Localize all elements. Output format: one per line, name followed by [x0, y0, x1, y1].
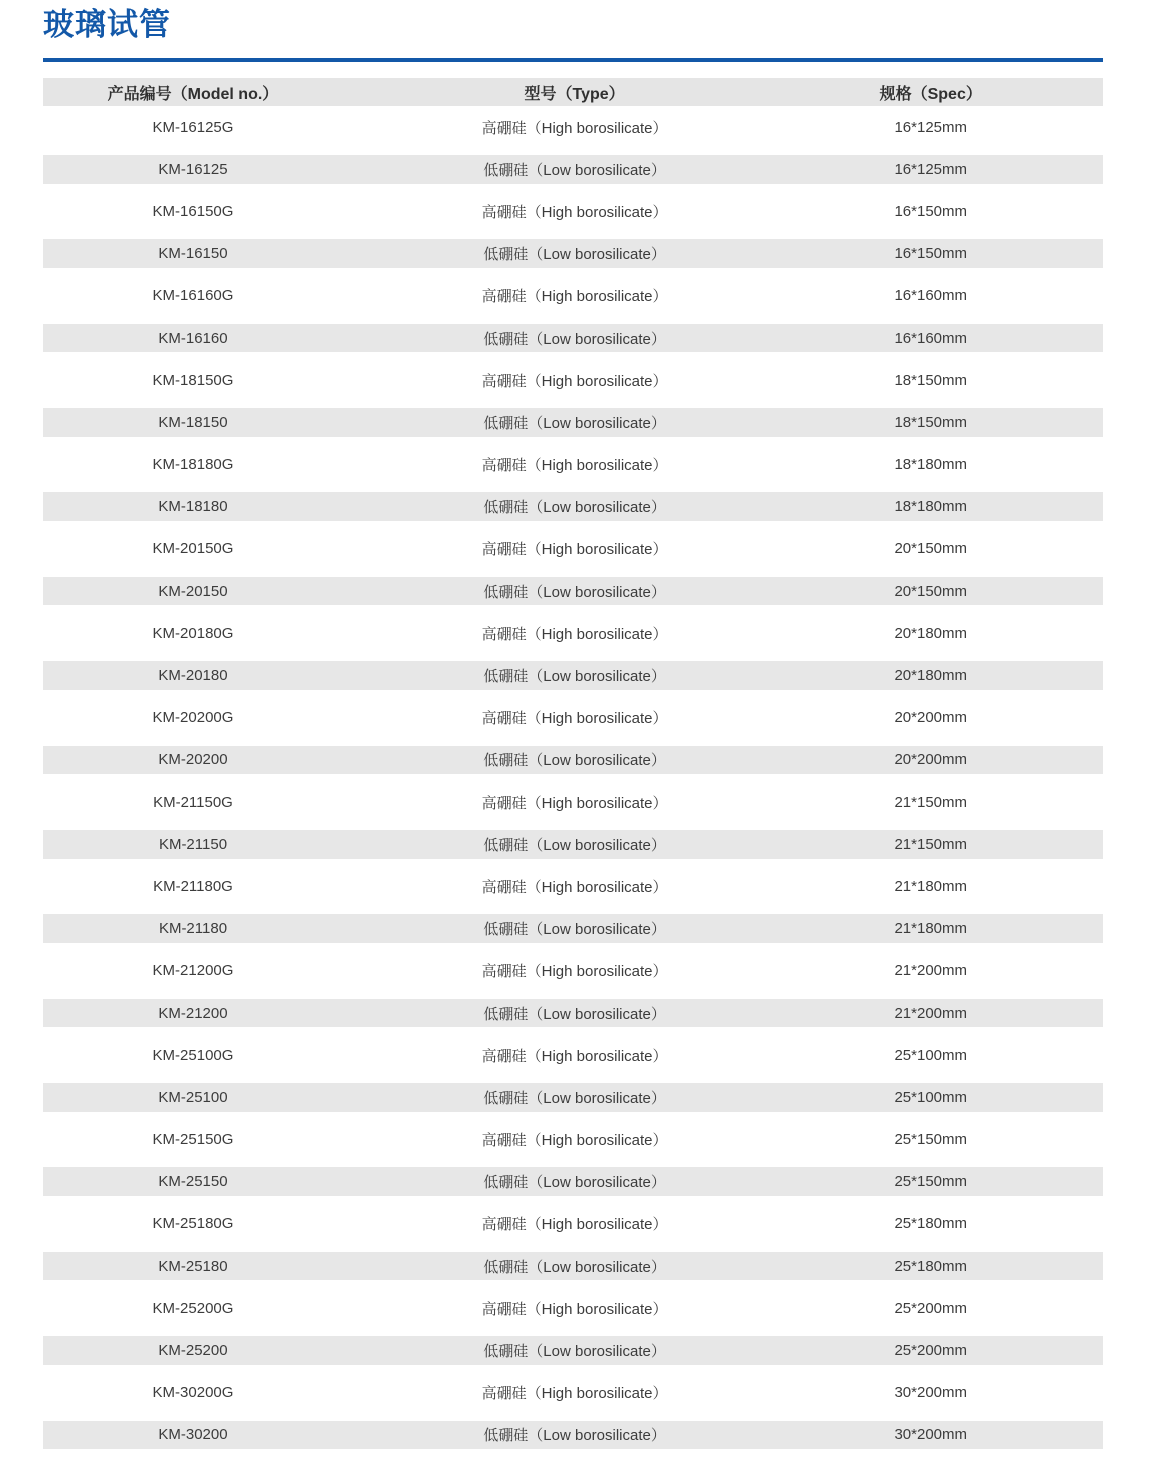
- cell-type: 高硼硅（High borosilicate）: [481, 710, 668, 728]
- cell-spec: 18*150mm: [894, 371, 967, 389]
- cell-spec: 21*150mm: [894, 835, 967, 853]
- table-row: [43, 1414, 1103, 1456]
- table-row: [43, 486, 1103, 528]
- cell-spec: 25*200mm: [894, 1299, 967, 1317]
- cell-model-no: KM-20180: [158, 667, 228, 685]
- cell-spec: 16*125mm: [894, 160, 967, 178]
- cell-spec: 20*150mm: [894, 540, 967, 558]
- cell-spec: 30*200mm: [894, 1426, 967, 1444]
- table-row: [43, 1203, 1103, 1245]
- cell-spec: 21*200mm: [894, 962, 967, 980]
- table-row: [43, 401, 1103, 443]
- cell-type: 低硼硅（Low borosilicate）: [483, 836, 666, 854]
- cell-type: 高硼硅（High borosilicate）: [481, 1132, 668, 1150]
- table-row: [43, 1161, 1103, 1203]
- column-header-spec: 规格（Spec）: [879, 85, 982, 103]
- cell-spec: 20*200mm: [894, 751, 967, 769]
- cell-type: 低硼硅（Low borosilicate）: [483, 668, 666, 686]
- cell-spec: 25*200mm: [894, 1342, 967, 1360]
- table-row: [43, 1329, 1103, 1371]
- cell-type: 低硼硅（Low borosilicate）: [483, 752, 666, 770]
- cell-model-no: KM-20150G: [152, 540, 234, 558]
- table-row: [43, 950, 1103, 992]
- cell-type: 低硼硅（Low borosilicate）: [483, 161, 666, 179]
- cell-type: 高硼硅（High borosilicate）: [481, 1300, 668, 1318]
- cell-type: 低硼硅（Low borosilicate）: [483, 1174, 666, 1192]
- cell-model-no: KM-25150: [158, 1173, 228, 1191]
- cell-type: 低硼硅（Low borosilicate）: [483, 921, 666, 939]
- table-row: [43, 359, 1103, 401]
- table-row: [43, 233, 1103, 275]
- cell-model-no: KM-18150G: [152, 371, 234, 389]
- table-row: [43, 908, 1103, 950]
- cell-type: 低硼硅（Low borosilicate）: [483, 330, 666, 348]
- cell-spec: 25*180mm: [894, 1215, 967, 1233]
- cell-spec: 21*150mm: [894, 793, 967, 811]
- cell-type: 高硼硅（High borosilicate）: [481, 541, 668, 559]
- cell-spec: 21*180mm: [894, 877, 967, 895]
- cell-spec: 21*200mm: [894, 1004, 967, 1022]
- cell-type: 低硼硅（Low borosilicate）: [483, 1427, 666, 1445]
- table-row: [43, 992, 1103, 1034]
- table-row: [43, 1076, 1103, 1118]
- table-row: [43, 697, 1103, 739]
- cell-model-no: KM-16125G: [152, 118, 234, 136]
- cell-spec: 20*150mm: [894, 582, 967, 600]
- cell-model-no: KM-18150: [158, 413, 228, 431]
- cell-spec: 21*180mm: [894, 920, 967, 938]
- table-row: [43, 823, 1103, 865]
- table-row: [43, 1034, 1103, 1076]
- cell-model-no: KM-21180G: [153, 877, 233, 895]
- cell-model-no: KM-25150G: [152, 1131, 234, 1149]
- cell-spec: 18*180mm: [894, 456, 967, 474]
- cell-spec: 25*180mm: [894, 1257, 967, 1275]
- cell-model-no: KM-25180: [158, 1257, 228, 1275]
- table-row: [43, 148, 1103, 190]
- table-row: [43, 612, 1103, 654]
- cell-model-no: KM-21200G: [152, 962, 234, 980]
- cell-type: 高硼硅（High borosilicate）: [481, 372, 668, 390]
- cell-spec: 16*150mm: [894, 202, 967, 220]
- cell-type: 低硼硅（Low borosilicate）: [483, 246, 666, 264]
- table-row: [43, 190, 1103, 232]
- cell-spec: 20*180mm: [894, 624, 967, 642]
- table-row: [43, 1245, 1103, 1287]
- title-underline: [43, 58, 1103, 62]
- cell-type: 高硼硅（High borosilicate）: [481, 457, 668, 475]
- cell-type: 高硼硅（High borosilicate）: [481, 794, 668, 812]
- cell-spec: 25*150mm: [894, 1131, 967, 1149]
- cell-spec: 16*150mm: [894, 245, 967, 263]
- table-row: [43, 781, 1103, 823]
- table-body: [43, 106, 1103, 1456]
- product-table: [43, 78, 1103, 1456]
- cell-type: 高硼硅（High borosilicate）: [481, 288, 668, 306]
- cell-type: 高硼硅（High borosilicate）: [481, 1216, 668, 1234]
- table-row: [43, 444, 1103, 486]
- cell-model-no: KM-30200G: [152, 1384, 234, 1402]
- table-header-row: [43, 78, 1103, 106]
- cell-type: 高硼硅（High borosilicate）: [481, 1385, 668, 1403]
- cell-type: 低硼硅（Low borosilicate）: [483, 414, 666, 432]
- cell-model-no: KM-16150: [158, 245, 228, 263]
- cell-type: 高硼硅（High borosilicate）: [481, 963, 668, 981]
- cell-model-no: KM-25200: [158, 1342, 228, 1360]
- cell-type: 低硼硅（Low borosilicate）: [483, 1089, 666, 1107]
- cell-model-no: KM-16150G: [152, 202, 234, 220]
- table-row: [43, 106, 1103, 148]
- cell-model-no: KM-25180G: [152, 1215, 234, 1233]
- cell-model-no: KM-30200: [158, 1426, 228, 1444]
- cell-model-no: KM-21180: [158, 920, 228, 938]
- cell-spec: 16*160mm: [894, 329, 967, 347]
- cell-model-no: KM-18180: [158, 498, 228, 516]
- cell-model-no: KM-18180G: [152, 456, 234, 474]
- table-row: [43, 865, 1103, 907]
- column-header-type: 型号（Type）: [524, 85, 625, 103]
- cell-type: 高硼硅（High borosilicate）: [481, 878, 668, 896]
- table-row: [43, 275, 1103, 317]
- table-row: [43, 1287, 1103, 1329]
- cell-spec: 25*100mm: [894, 1046, 967, 1064]
- cell-type: 低硼硅（Low borosilicate）: [483, 1258, 666, 1276]
- cell-spec: 30*200mm: [894, 1384, 967, 1402]
- table-row: [43, 1372, 1103, 1414]
- cell-spec: 25*100mm: [894, 1088, 967, 1106]
- cell-model-no: KM-20150: [158, 582, 228, 600]
- table-row: [43, 654, 1103, 696]
- table-row: [43, 317, 1103, 359]
- cell-model-no: KM-20200: [158, 751, 228, 769]
- table-row: [43, 1119, 1103, 1161]
- table-row: [43, 739, 1103, 781]
- cell-spec: 18*150mm: [894, 413, 967, 431]
- cell-type: 高硼硅（High borosilicate）: [481, 203, 668, 221]
- cell-spec: 18*180mm: [894, 498, 967, 516]
- cell-type: 低硼硅（Low borosilicate）: [483, 583, 666, 601]
- cell-type: 高硼硅（High borosilicate）: [481, 625, 668, 643]
- cell-type: 高硼硅（High borosilicate）: [481, 119, 668, 137]
- cell-type: 低硼硅（Low borosilicate）: [483, 1343, 666, 1361]
- cell-model-no: KM-16160G: [152, 287, 234, 305]
- cell-model-no: KM-21200: [158, 1004, 228, 1022]
- cell-model-no: KM-25100: [158, 1088, 228, 1106]
- page-title: 玻璃试管: [43, 7, 171, 42]
- cell-type: 低硼硅（Low borosilicate）: [483, 499, 666, 517]
- cell-model-no: KM-20180G: [152, 624, 234, 642]
- cell-spec: 20*180mm: [894, 667, 967, 685]
- cell-model-no: KM-21150: [158, 835, 228, 853]
- cell-model-no: KM-16160: [158, 329, 228, 347]
- cell-type: 高硼硅（High borosilicate）: [481, 1047, 668, 1065]
- cell-spec: 16*160mm: [894, 287, 967, 305]
- cell-spec: 16*125mm: [894, 118, 967, 136]
- table-row: [43, 570, 1103, 612]
- cell-model-no: KM-21150G: [153, 793, 233, 811]
- cell-type: 低硼硅（Low borosilicate）: [483, 1005, 666, 1023]
- cell-model-no: KM-25100G: [152, 1046, 234, 1064]
- cell-spec: 20*200mm: [894, 709, 967, 727]
- cell-model-no: KM-16125: [158, 160, 228, 178]
- cell-model-no: KM-20200G: [152, 709, 234, 727]
- column-header-model-no: 产品编号（Model no.）: [107, 85, 279, 103]
- cell-model-no: KM-25200G: [152, 1299, 234, 1317]
- cell-spec: 25*150mm: [894, 1173, 967, 1191]
- table-row: [43, 528, 1103, 570]
